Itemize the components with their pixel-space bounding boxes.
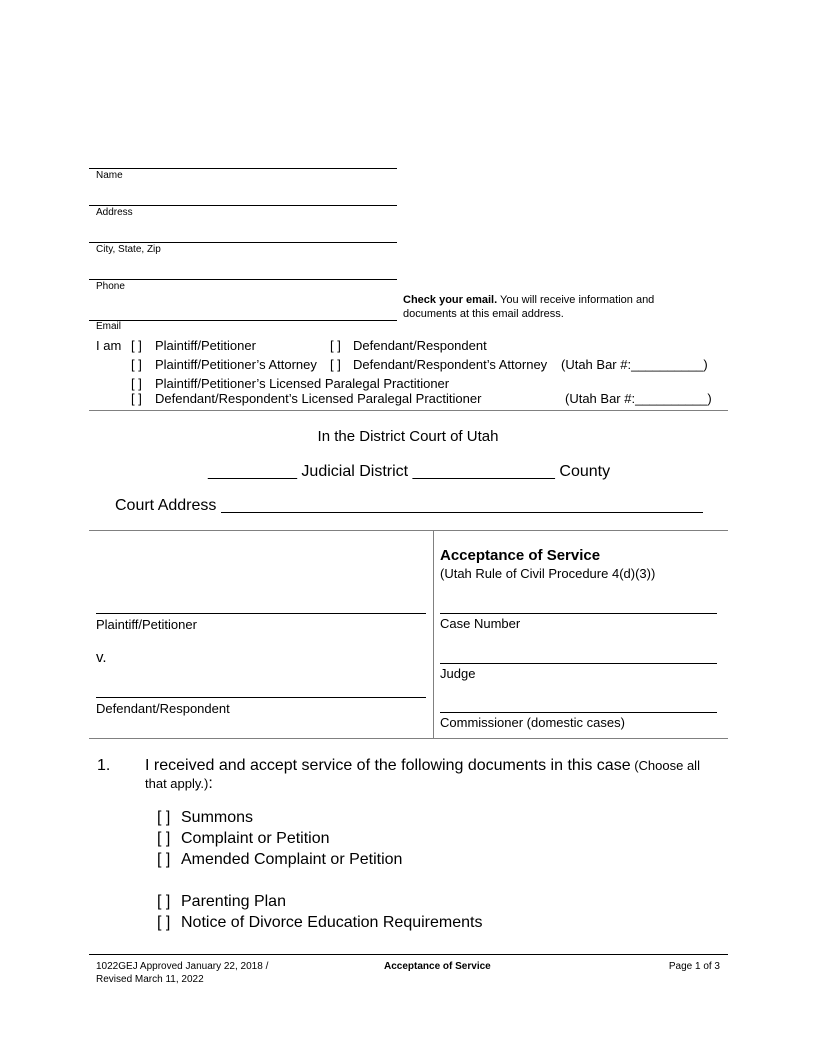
item-note-close: that apply.) [145,776,209,791]
defendant-name-line[interactable] [96,697,426,698]
email-note-bold: Check your email. [403,294,498,306]
doc-summons-checkbox[interactable]: [ ] [157,809,171,826]
judge-label: Judge [440,666,476,681]
doc-amended-complaint-checkbox[interactable]: [ ] [157,851,171,868]
role-plaintiff-lpp-label: Plaintiff/Petitioner’s Licensed Paralegal Practitioner [155,376,450,391]
doc-parenting-plan-label: Parenting Plan [181,893,286,910]
item-colon: : [208,775,213,792]
doc-complaint-checkbox[interactable]: [ ] [157,830,171,847]
district-blank[interactable]: __________ [208,463,297,480]
role-defendant-attorney-label: Defendant/Respondent’s Attorney [353,357,548,372]
caption-bottom-border [89,738,728,739]
bar-suffix: ) [703,357,708,372]
name-label: Name [96,170,123,181]
city-state-zip-label: City, State, Zip [96,244,161,255]
footer-form-id [96,960,268,986]
i-am-label: I am [96,338,122,353]
versus-label: v. [96,649,107,666]
court-address-line[interactable] [221,512,703,513]
commissioner-line[interactable] [440,712,717,713]
doc-divorce-education-label: Notice of Divorce Education Requirements [181,914,483,931]
court-address-label: Court Address [115,497,217,514]
address-line[interactable] [89,205,397,206]
doc-subtitle: (Utah Rule of Civil Procedure 4(d)(3)) [440,566,656,581]
email-line[interactable] [89,320,397,321]
bar-suffix: ) [707,391,712,406]
email-note [403,293,703,321]
case-number-line[interactable] [440,613,717,614]
role-defendant-attorney-checkbox[interactable]: [ ] [330,357,341,372]
item-number: 1. [97,757,111,774]
role-plaintiff-label: Plaintiff/Petitioner [155,338,256,353]
case-number-label: Case Number [440,616,521,631]
commissioner-label: Commissioner (domestic cases) [440,715,625,730]
header-divider [89,410,728,411]
plaintiff-label: Plaintiff/Petitioner [96,617,197,632]
role-plaintiff-lpp-checkbox[interactable]: [ ] [131,376,142,391]
phone-line[interactable] [89,279,397,280]
phone-label: Phone [96,281,125,292]
name-line[interactable] [89,168,397,169]
caption-divider [433,530,434,738]
doc-divorce-education-checkbox[interactable]: [ ] [157,914,171,931]
lpp-bar-number[interactable] [565,391,712,406]
item-text [145,756,725,775]
doc-amended-complaint-label: Amended Complaint or Petition [181,851,403,868]
bar-prefix: (Utah Bar #: [561,357,632,372]
bar-blank[interactable]: __________ [631,357,704,372]
judge-line[interactable] [440,663,717,664]
role-defendant-lpp-label: Defendant/Respondent’s Licensed Paralegal Practitioner [155,391,482,406]
defendant-label: Defendant/Respondent [96,701,230,716]
bar-prefix: (Utah Bar #: [565,391,636,406]
email-note-rest: You will receive information and documents at this email address. [403,294,655,320]
district-county-line [208,462,610,481]
court-title: In the District Court of Utah [317,428,499,445]
bar-blank[interactable]: __________ [635,391,708,406]
role-defendant-lpp-checkbox[interactable]: [ ] [131,391,142,406]
district-label: Judicial District [296,463,413,480]
email-label: Email [96,321,122,332]
role-plaintiff-attorney-label: Plaintiff/Petitioner’s Attorney [155,357,317,372]
footer-title: Acceptance of Service [384,961,491,972]
doc-title: Acceptance of Service [440,547,601,564]
item-note-open: (Choose all [630,758,700,773]
role-defendant-label: Defendant/Respondent [353,338,487,353]
item-text-continued [145,775,213,792]
footer-divider [89,954,728,955]
attorney-bar-number[interactable] [561,357,708,372]
city-state-zip-line[interactable] [89,242,397,243]
footer-form-id-line1: 1022GEJ Approved January 22, 2018 / [96,961,269,972]
footer-form-id-line2: Revised March 11, 2022 [96,974,204,985]
role-plaintiff-checkbox[interactable]: [ ] [131,338,142,353]
role-defendant-checkbox[interactable]: [ ] [330,338,341,353]
role-plaintiff-attorney-checkbox[interactable]: [ ] [131,357,142,372]
doc-complaint-label: Complaint or Petition [181,830,330,847]
plaintiff-name-line[interactable] [96,613,426,614]
address-label: Address [96,207,133,218]
doc-summons-label: Summons [181,809,254,826]
county-label: County [554,463,611,480]
county-blank[interactable]: ________________ [412,463,555,480]
doc-parenting-plan-checkbox[interactable]: [ ] [157,893,171,910]
footer-page-number: Page 1 of 3 [668,961,720,972]
caption-top-border [89,530,728,531]
item-main-text: I received and accept service of the following documents in this case [145,757,631,774]
